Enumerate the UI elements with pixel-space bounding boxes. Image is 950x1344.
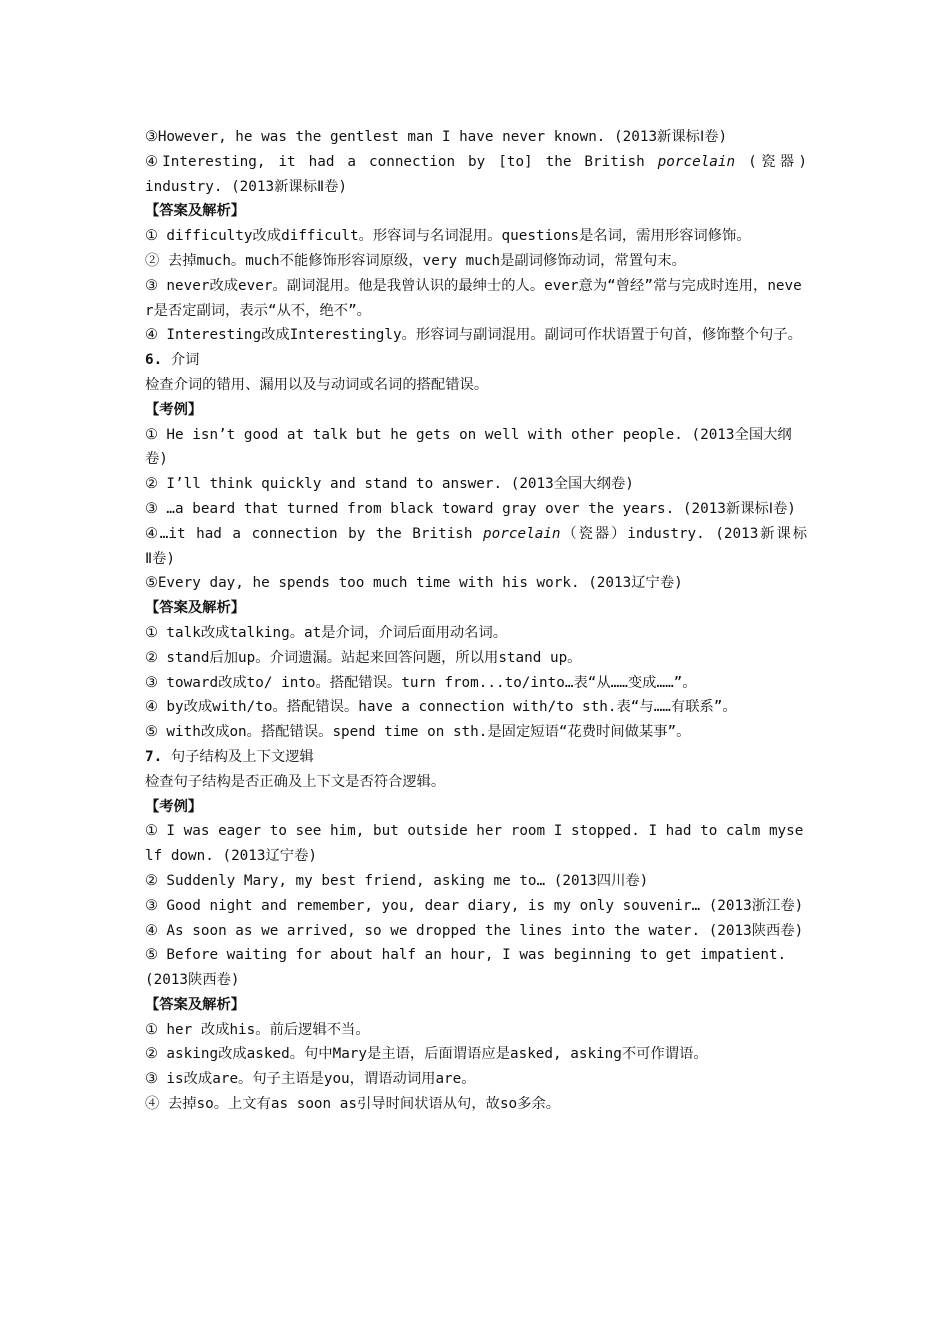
section-description: 检查介词的错用、漏用以及与动词或名词的搭配错误。 [145,376,489,393]
example-line: ③ …a beard that turned from black toward gray over the years. (2013新课标Ⅰ卷) [145,500,796,517]
answer-line: ④ Interesting改成Interestingly。形容词与副词混用。副词可作状语置于句首，修饰整个句子。 [145,327,802,344]
section-number: 6. [145,352,163,369]
italic-term: porcelain [483,525,561,542]
section-title [145,745,807,770]
answer-line: ① her 改成his。前后逻辑不当。 [145,1021,370,1038]
section-title-text: 句子结构及上下文逻辑 [170,748,314,765]
text-fragment: ④Interesting, it had a connection by [to] the British [145,153,658,170]
section-heading: 【考例】 [145,798,203,815]
text-fragment: (瓷器) [735,153,807,170]
section-heading: 【考例】 [145,401,203,418]
example-line: ① He isn’t good at talk but he gets on well with other people. (2013全国大纲卷) [145,426,792,468]
section-heading: 【答案及解析】 [145,600,246,617]
answer-line: ④ by改成with/to。搭配错误。have a connection with/to sth.表“与……有联系”。 [145,699,737,716]
text-fragment: （瓷器）industry. (2013新课标 [560,525,807,542]
example-line: ⑤Every day, he spends too much time with his work. (2013辽宁卷) [145,575,683,592]
example-line: ③However, he was the gentlest man I have never known. (2013新课标Ⅰ卷) [145,129,728,145]
section-description: 检查句子结构是否正确及上下文是否符合逻辑。 [145,773,446,790]
section-number: 7. [145,748,163,765]
example-line: ⑤ Before waiting for about half an hour, I was beginning to get impatient. (2013陕西卷) [145,947,795,989]
example-line: ① I was eager to see him, but outside her room I stopped. I had to calm myself down. (2013辽宁卷) [145,823,804,865]
answer-line: ② asking改成asked。句中Mary是主语，后面谓语应是asked, asking不可作谓语。 [145,1046,708,1063]
answer-line: ② 去掉much。much不能修饰形容词原级，very much是副词修饰动词，常置句末。 [145,252,686,269]
answer-line: ⑤ with改成on。搭配错误。spend time on sth.是固定短语“花费时间做某事”。 [145,724,691,741]
example-line-b: industry. (2013新课标Ⅱ卷) [145,178,347,195]
section-heading: 【答案及解析】 [145,203,246,220]
example-line-b: Ⅱ卷) [145,550,175,567]
example-line: ② I’ll think quickly and stand to answer. (2013全国大纲卷) [145,476,634,493]
document-page [145,125,807,1117]
answer-line: ① difficulty改成difficult。形容词与名词混用。questions是名词，需用形容词修饰。 [145,228,751,245]
text-fragment: ④…it had a connection by the British [145,525,484,542]
section-title [145,348,807,373]
answer-line: ① talk改成talking。at是介词，介词后面用动名词。 [145,624,508,641]
example-line: ④ As soon as we arrived, so we dropped the lines into the water. (2013陕西卷) [145,922,804,939]
answer-line: ③ is改成are。句子主语是you，谓语动词用are。 [145,1071,476,1088]
section-title-text: 介词 [170,352,200,369]
example-line-a [145,150,807,175]
answer-line: ③ toward改成to/ into。搭配错误。turn from...to/into…表“从……变成……”。 [145,674,697,691]
example-line: ② Suddenly Mary, my best friend, asking me to… (2013四川卷) [145,872,649,889]
answer-line: ④ 去掉so。上文有as soon as引导时间状语从句，故so多余。 [145,1096,561,1113]
answer-line: ③ never改成ever。副词混用。他是我曾认识的最绅士的人。ever意为“曾经”常与完成时连用，never是否定副词，表示“从不，绝不”。 [145,277,802,319]
example-line-a [145,522,807,547]
example-line: ③ Good night and remember, you, dear diary, is my only souvenir… (2013浙江卷) [145,897,804,914]
answer-line: ② stand后加up。介词遗漏。站起来回答问题，所以用stand up。 [145,649,582,666]
italic-term: porcelain [657,153,736,170]
section-heading: 【答案及解析】 [145,996,246,1013]
